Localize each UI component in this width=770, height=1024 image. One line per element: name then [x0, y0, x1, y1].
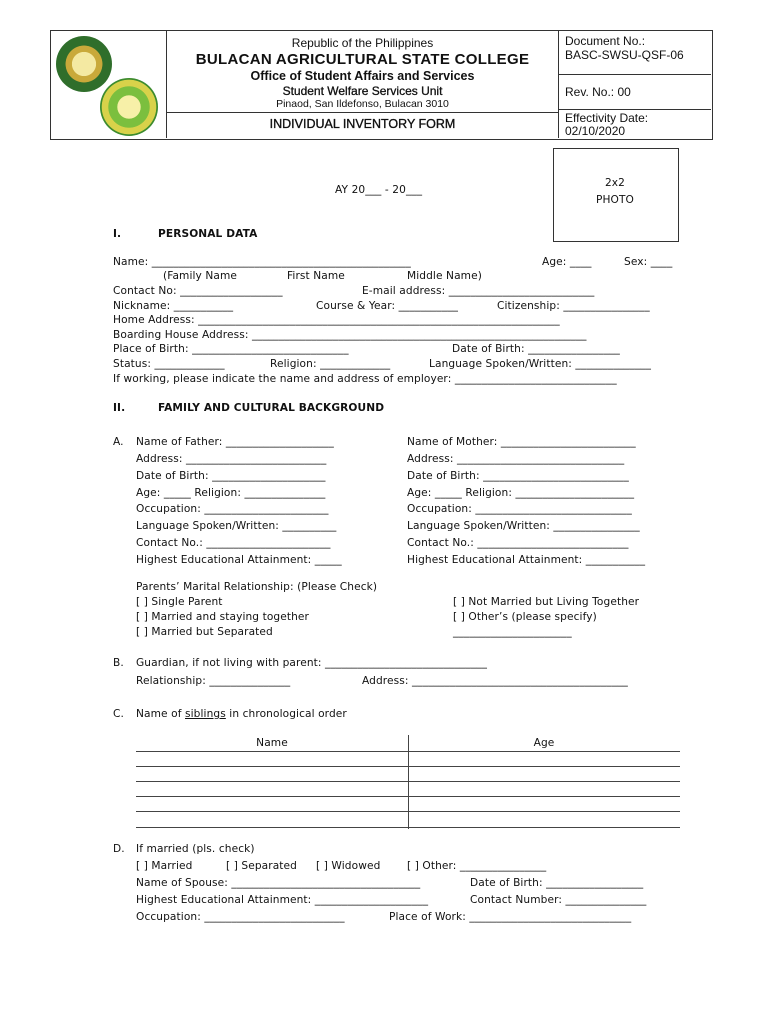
photo-size-label: 2x2 [604, 177, 626, 189]
employer-field[interactable]: If working, please indicate the name and address of employer: ______________________________ [113, 373, 617, 385]
siblings-row-line-3[interactable] [136, 781, 680, 782]
doc-no-label: Document No.: [565, 34, 646, 48]
rev-no: Rev. No.: 00 [565, 85, 631, 99]
birthdate-field[interactable]: Date of Birth: _________________ [452, 343, 620, 355]
unit-name: Student Welfare Services Unit [282, 84, 443, 98]
section-2-number: II. [113, 402, 126, 414]
siblings-col-name: Name [256, 737, 288, 749]
contact-field[interactable]: Contact No: ___________________ [113, 285, 283, 297]
age-field[interactable]: Age: ____ [542, 256, 592, 268]
guardian-field[interactable]: Guardian, if not living with parent: ______________________________ [136, 657, 487, 669]
marital-not-married-together[interactable]: [ ] Not Married but Living Together [453, 596, 640, 608]
siblings-word: siblings [185, 708, 226, 720]
status-field[interactable]: Status: _____________ [113, 358, 225, 370]
siblings-table-divider [408, 735, 409, 829]
siblings-title-pre: Name of [136, 708, 185, 720]
guardian-address-field[interactable]: Address: ________________________________________ [362, 675, 628, 687]
father-contact-field[interactable]: Contact No.: _______________________ [136, 537, 331, 549]
marital-married-separated[interactable]: [ ] Married but Separated [136, 626, 273, 638]
mother-dob-field[interactable]: Date of Birth: ___________________________ [407, 470, 629, 482]
spouse-name-field[interactable]: Name of Spouse: ___________________________________ [136, 877, 421, 889]
language-field[interactable]: Language Spoken/Written: ______________ [429, 358, 651, 370]
header-divider-title [166, 112, 559, 113]
student-affairs-logo [100, 78, 158, 136]
siblings-title-post: in chronological order [225, 708, 347, 720]
marital-other[interactable]: [ ] Other’s (please specify) [453, 611, 597, 623]
siblings-title [136, 708, 347, 720]
republic-text: Republic of the Philippines [291, 36, 434, 50]
boarding-address-field[interactable]: Boarding House Address: ______________________________________________________________ [113, 329, 587, 341]
doc-no-value: BASC-SWSU-QSF-06 [565, 48, 684, 62]
marital-single-parent[interactable]: [ ] Single Parent [136, 596, 223, 608]
spouse-workplace-field[interactable]: Place of Work: ______________________________ [389, 911, 632, 923]
siblings-row-line-4[interactable] [136, 796, 680, 797]
siblings-row-line-1[interactable] [136, 751, 680, 752]
header-divider-rev [558, 109, 711, 110]
section-1-number: I. [113, 228, 122, 240]
mother-occupation-field[interactable]: Occupation: _____________________________ [407, 503, 632, 515]
mother-address-field[interactable]: Address: _______________________________ [407, 453, 625, 465]
marital-title: Parents’ Marital Relationship: (Please Check) [136, 581, 378, 593]
college-address: Pinaod, San Ildefonso, Bulacan 3010 [276, 98, 449, 110]
father-education-field[interactable]: Highest Educational Attainment: _____ [136, 554, 342, 566]
father-occupation-field[interactable]: Occupation: _______________________ [136, 503, 329, 515]
mother-language-field[interactable]: Language Spoken/Written: ________________ [407, 520, 640, 532]
email-field[interactable]: E-mail address: ___________________________ [362, 285, 595, 297]
siblings-col-age: Age [533, 737, 555, 749]
mother-contact-field[interactable]: Contact No.: ____________________________ [407, 537, 629, 549]
marital-other-specify-field[interactable]: ______________________ [453, 626, 572, 638]
father-language-field[interactable]: Language Spoken/Written: __________ [136, 520, 337, 532]
option-married[interactable]: [ ] Married [136, 860, 193, 872]
academic-year: AY 20___ - 20___ [335, 184, 423, 196]
married-title: If married (pls. check) [136, 843, 255, 855]
religion-field[interactable]: Religion: _____________ [270, 358, 391, 370]
father-age-religion-field[interactable]: Age: _____ Religion: _______________ [136, 487, 326, 499]
subsection-b-label: B. [113, 657, 124, 669]
marital-married-together[interactable]: [ ] Married and staying together [136, 611, 310, 623]
course-year-field[interactable]: Course & Year: ___________ [316, 300, 459, 312]
spouse-contact-field[interactable]: Contact Number: _______________ [470, 894, 647, 906]
siblings-row-line-6[interactable] [136, 827, 680, 828]
middle-name-label: Middle Name) [407, 270, 482, 282]
effectivity-label: Effectivity Date: [565, 111, 649, 125]
mother-education-field[interactable]: Highest Educational Attainment: ___________ [407, 554, 646, 566]
option-separated[interactable]: [ ] Separated [226, 860, 298, 872]
college-name: BULACAN AGRICULTURAL STATE COLLEGE [195, 51, 530, 68]
option-other[interactable]: [ ] Other: ________________ [407, 860, 547, 872]
header-divider-docno [558, 74, 711, 75]
name-field[interactable]: Name: ________________________________________________ [113, 256, 411, 268]
section-2-title: FAMILY AND CULTURAL BACKGROUND [158, 402, 385, 414]
office-name: Office of Student Affairs and Services [250, 69, 475, 83]
nickname-field[interactable]: Nickname: ___________ [113, 300, 234, 312]
section-1-title: PERSONAL DATA [158, 228, 258, 240]
form-title: INDIVIDUAL INVENTORY FORM [269, 117, 456, 131]
subsection-d-label: D. [113, 843, 125, 855]
college-seal-logo [56, 36, 112, 92]
father-name-field[interactable]: Name of Father: ____________________ [136, 436, 334, 448]
first-name-label: First Name [287, 270, 345, 282]
photo-label: PHOTO [595, 194, 634, 206]
relationship-field[interactable]: Relationship: _______________ [136, 675, 291, 687]
effectivity-date: 02/10/2020 [565, 124, 626, 138]
family-name-label: (Family Name [163, 270, 238, 282]
siblings-row-line-5[interactable] [136, 811, 680, 812]
spouse-occupation-field[interactable]: Occupation: __________________________ [136, 911, 345, 923]
spouse-dob-field[interactable]: Date of Birth: __________________ [470, 877, 644, 889]
mother-age-religion-field[interactable]: Age: _____ Religion: ______________________ [407, 487, 635, 499]
birthplace-field[interactable]: Place of Birth: _____________________________ [113, 343, 349, 355]
subsection-a-label: A. [113, 436, 124, 448]
home-address-field[interactable]: Home Address: ___________________________________________________________________ [113, 314, 560, 326]
subsection-c-label: C. [113, 708, 124, 720]
siblings-row-line-2[interactable] [136, 766, 680, 767]
citizenship-field[interactable]: Citizenship: ________________ [497, 300, 650, 312]
father-dob-field[interactable]: Date of Birth: _____________________ [136, 470, 326, 482]
spouse-education-field[interactable]: Highest Educational Attainment: _____________________ [136, 894, 429, 906]
mother-name-field[interactable]: Name of Mother: _________________________ [407, 436, 636, 448]
option-widowed[interactable]: [ ] Widowed [316, 860, 381, 872]
father-address-field[interactable]: Address: __________________________ [136, 453, 327, 465]
sex-field[interactable]: Sex: ____ [624, 256, 673, 268]
